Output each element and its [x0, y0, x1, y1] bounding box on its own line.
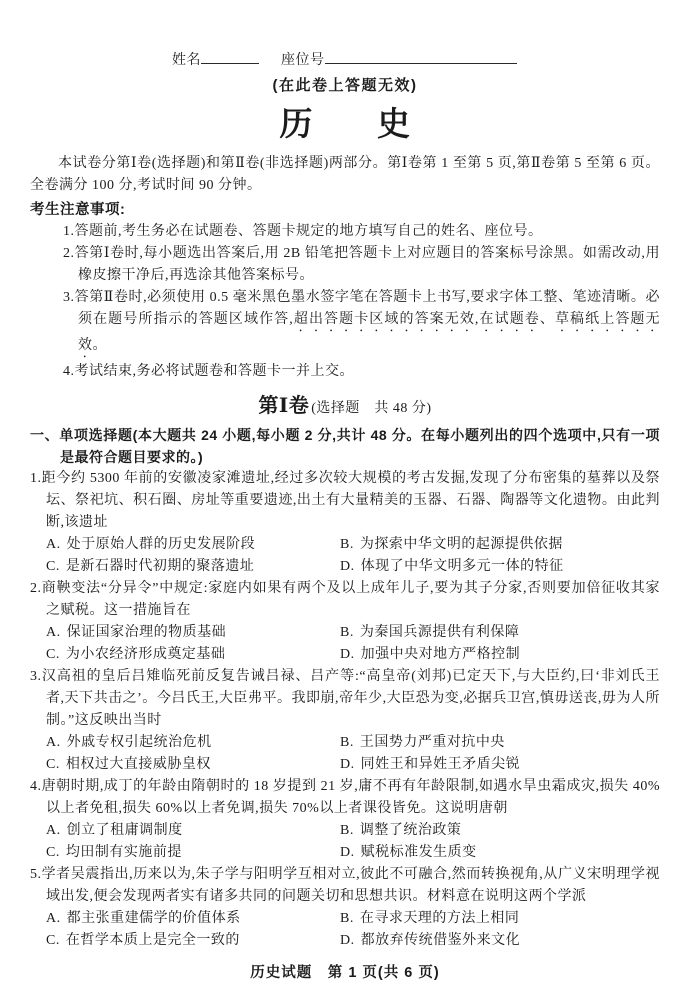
question-number: 1. [30, 471, 42, 486]
option-label: A. [46, 735, 61, 750]
question-options [46, 732, 660, 776]
question-text: 距今约 5300 年前的安徽凌家滩遗址,经过多次较大规模的考古发掘,发现了分布密集的墓葬以及祭坛、祭祀坑、积石圈、房址等重要遗迹,出土有大量精美的玉器、石器、陶器等文化遗物。由此判断,该遗址 [41, 471, 660, 530]
option-text: 为探索中华文明的起源提供依据 [359, 537, 563, 552]
option-text: 加强中央对地方严格控制 [360, 647, 521, 662]
option-text: 是新石器时代初期的聚落遗址 [65, 559, 255, 574]
note-item [30, 243, 660, 287]
option-label: C. [46, 647, 60, 662]
question-number: 4. [30, 779, 42, 794]
title-char-left: 历 [279, 107, 313, 143]
option-text: 同姓王和异姓王矛盾尖锐 [360, 757, 521, 772]
note-number: 1. [63, 224, 75, 239]
note-number: 4. [63, 364, 75, 379]
note-item [30, 287, 660, 361]
option-b [340, 908, 660, 930]
option-text: 相权过大直接威胁皇权 [65, 757, 211, 772]
note-text: 考试结束,务必将试题卷和答题卡一并上交。 [74, 364, 354, 379]
option-d [340, 556, 660, 578]
option-a [46, 622, 340, 644]
option-text: 为小农经济形成奠定基础 [65, 647, 226, 662]
question-stem [30, 864, 660, 908]
footer-page-label: 历史试题 第 1 页(共 6 页) [250, 965, 440, 981]
option-label: C. [46, 559, 60, 574]
option-text: 都放弃传统借鉴外来文化 [360, 933, 521, 948]
question-text: 商鞅变法“分异令”中规定:家庭内如果有两个及以上成年儿子,要为其子分家,否则要加倍征收其家之赋税。这一措施旨在 [41, 581, 660, 618]
option-a [46, 820, 340, 842]
option-c [46, 556, 340, 578]
option-b [340, 534, 660, 556]
option-label: A. [46, 537, 61, 552]
option-d [340, 842, 660, 864]
option-label: B. [340, 625, 354, 640]
question-5 [30, 864, 660, 952]
option-text: 创立了租庸调制度 [66, 823, 183, 838]
note-text-emphasized: 超出答题卡区域的答案无效,在试题卷、草稿纸上答题无效 [78, 312, 661, 353]
option-c [46, 644, 340, 666]
option-a [46, 908, 340, 930]
option-label: D. [340, 647, 355, 662]
question-2 [30, 578, 660, 666]
question-stem [30, 578, 660, 622]
note-text: 。 [92, 338, 107, 353]
note-number: 2. [63, 246, 75, 261]
option-text: 体现了中华文明多元一体的特征 [360, 559, 564, 574]
option-a [46, 534, 340, 556]
name-label: 姓名 [172, 53, 201, 68]
option-text: 赋税标准发生质变 [360, 845, 477, 860]
option-label: A. [46, 823, 61, 838]
question-options [46, 534, 660, 578]
option-text: 王国势力严重对抗中央 [359, 735, 505, 750]
option-b [340, 622, 660, 644]
option-text: 为秦国兵源提供有利保障 [359, 625, 520, 640]
question-stem [30, 666, 660, 732]
option-label: D. [340, 757, 355, 772]
option-c [46, 754, 340, 776]
option-label: B. [340, 537, 354, 552]
option-b [340, 732, 660, 754]
notes-heading: 考生注意事项: [30, 202, 126, 218]
option-label: C. [46, 933, 60, 948]
note-text: 答第Ⅰ卷时,每小题选出答案后,用 2B 铅笔把答题卡上对应题目的答案标号涂黑。如需改动,用橡皮擦干净后,再选涂其他答案标号。 [74, 246, 660, 283]
question-number: 2. [30, 581, 42, 596]
option-label: B. [340, 735, 354, 750]
option-d [340, 644, 660, 666]
note-text: 答题前,考生务必在试题卷、答题卡规定的地方填写自己的姓名、座位号。 [74, 224, 543, 239]
question-options [46, 622, 660, 666]
intro-paragraph: 本试卷分第Ⅰ卷(选择题)和第Ⅱ卷(非选择题)两部分。第Ⅰ卷第 1 至第 5 页,第Ⅱ卷第 5 至第 6 页。全卷满分 100 分,考试时间 90 分钟。 [30, 156, 660, 193]
exam-subject-title [30, 102, 660, 148]
question-options [46, 908, 660, 952]
option-text: 都主张重建儒学的价值体系 [66, 911, 241, 926]
section-1-title-main: 第Ⅰ卷 [258, 395, 310, 417]
question-4 [30, 776, 660, 864]
option-d [340, 754, 660, 776]
option-c [46, 930, 340, 952]
option-label: D. [340, 559, 355, 574]
option-c [46, 842, 340, 864]
option-text: 处于原始人群的历史发展阶段 [66, 537, 256, 552]
name-seat-row [30, 50, 660, 72]
question-text: 唐朝时期,成丁的年龄由隋朝时的 18 岁提到 21 岁,庸不再有年龄限制,如遇水旱虫霜成灾,损失 40%以上者免租,损失 60%以上者免调,损失 70%以上者课役皆免。这说明唐朝 [41, 779, 660, 816]
question-stem [30, 468, 660, 534]
seat-label: 座位号 [281, 53, 325, 68]
question-text: 汉高祖的皇后吕雉临死前反复告诫吕禄、吕产等:“高皇帝(刘邦)已定天下,与大臣约,曰‘非刘氏王者,天下共击之’。今吕氏王,大臣弗平。我即崩,帝年少,大臣恐为变,必据兵卫宫,慎毋送丧,毋为人所制。”这反映出当时 [41, 669, 660, 728]
option-label: D. [340, 845, 355, 860]
option-label: A. [46, 911, 61, 926]
invalid-notice: (在此卷上答题无效) [272, 77, 418, 94]
option-label: C. [46, 757, 60, 772]
option-text: 保证国家治理的物质基础 [66, 625, 227, 640]
note-item [30, 221, 660, 243]
section-1-instruction: 一、单项选择题(本大题共 24 小题,每小题 2 分,共计 48 分。在每小题列出的四个选项中,只有一项是最符合题目要求的。) [30, 427, 660, 465]
note-number: 3. [63, 290, 75, 305]
title-char-right: 史 [377, 107, 411, 143]
question-number: 5. [30, 867, 42, 882]
option-text: 均田制有实施前提 [65, 845, 182, 860]
option-text: 在寻求天理的方法上相同 [359, 911, 520, 926]
option-d [340, 930, 660, 952]
option-a [46, 732, 340, 754]
question-stem [30, 776, 660, 820]
question-text: 学者吴震指出,历来以为,朱子学与阳明学互相对立,彼此不可融合,然而转换视角,从广义宋明理学视域出发,便会发现两者实有诸多共同的问题关切和思想共识。材料意在说明这两个学派 [41, 867, 660, 904]
option-label: A. [46, 625, 61, 640]
section-1-title [30, 392, 660, 420]
question-3 [30, 666, 660, 776]
option-label: B. [340, 823, 354, 838]
seat-blank-field [325, 51, 517, 64]
question-1 [30, 468, 660, 578]
section-1-title-sub: (选择题 共 48 分) [311, 401, 432, 416]
option-text: 在哲学本质上是完全一致的 [65, 933, 240, 948]
note-text: 答第Ⅱ卷时,必须使用 0.5 毫米黑色墨水签字笔在答题卡上书写,要求字体工整、笔迹清晰。必须在题号所指示的答题区域作答, [74, 290, 660, 327]
option-label: D. [340, 933, 355, 948]
option-text: 外戚专权引起统治危机 [66, 735, 212, 750]
option-label: C. [46, 845, 60, 860]
question-options [46, 820, 660, 864]
option-label: B. [340, 911, 354, 926]
question-number: 3. [30, 669, 42, 684]
note-item [30, 361, 660, 383]
name-blank-field [201, 51, 259, 64]
option-b [340, 820, 660, 842]
option-text: 调整了统治政策 [359, 823, 462, 838]
